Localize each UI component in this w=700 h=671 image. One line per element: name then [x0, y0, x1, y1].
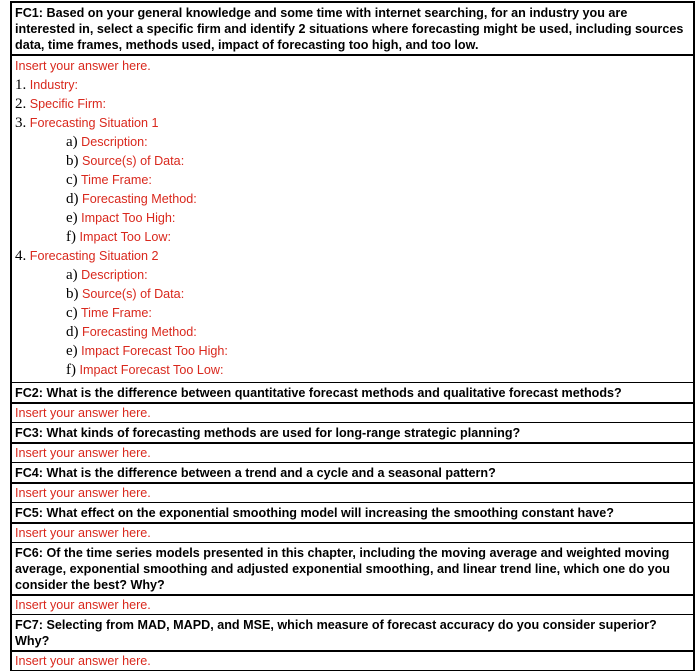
fc1-item-situation-2: 4. Forecasting Situation 2 [15, 248, 159, 264]
fc1-sit1-impact-high: e) Impact Too High: [66, 210, 176, 226]
fc1-sit1-impact-low: f) Impact Too Low: [66, 229, 171, 245]
fc6-answer-field[interactable]: Insert your answer here. [10, 596, 695, 615]
fc6-question: FC6: Of the time series models presented in this chapter, including the moving average and weighted moving average, exponential smoothing and adjusted exponential smoothing, and linear trend line, which one do you consider the best? Why? [10, 543, 695, 596]
fc1-sit2-description: a) Description: [66, 267, 148, 283]
fc1-sit2-time-frame: c) Time Frame: [66, 305, 152, 321]
fc3-question: FC3: What kinds of forecasting methods are used for long-range strategic planning? [10, 423, 695, 444]
fc1-answer-prompt: Insert your answer here. [15, 59, 151, 73]
fc1-sit1-time-frame: c) Time Frame: [66, 172, 152, 188]
fc1-sit2-impact-low: f) Impact Forecast Too Low: [66, 362, 224, 378]
fc2-answer-field[interactable]: Insert your answer here. [10, 404, 695, 423]
fc5-answer-field[interactable]: Insert your answer here. [10, 524, 695, 543]
fc1-sit1-description: a) Description: [66, 134, 148, 150]
fc1-question: FC1: Based on your general knowledge and some time with internet searching, for an industry you are interested in, select a specific firm and identify 2 situations where forecasting might be used, including sources data, time frames, methods used, impact of forecasting too high, and too low. [10, 3, 695, 56]
fc7-answer-field[interactable]: Insert your answer here. [10, 652, 695, 671]
fc5-question: FC5: What effect on the exponential smoothing model will increasing the smoothing constant have? [10, 503, 695, 524]
fc1-sit1-method: d) Forecasting Method: [66, 191, 197, 207]
fc3-answer-field[interactable]: Insert your answer here. [10, 444, 695, 463]
fc1-sit2-method: d) Forecasting Method: [66, 324, 197, 340]
fc1-sit2-impact-high: e) Impact Forecast Too High: [66, 343, 228, 359]
fc2-question: FC2: What is the difference between quantitative forecast methods and qualitative forecast methods? [10, 383, 695, 404]
fc1-answer-area[interactable] [10, 56, 695, 383]
question-sheet [10, 1, 695, 671]
fc1-item-situation-1: 3. Forecasting Situation 1 [15, 115, 159, 131]
fc4-answer-field[interactable]: Insert your answer here. [10, 484, 695, 503]
fc1-item-industry: 1. Industry: [15, 77, 79, 93]
fc4-question: FC4: What is the difference between a trend and a cycle and a seasonal pattern? [10, 463, 695, 484]
fc1-item-firm: 2. Specific Firm: [15, 96, 107, 112]
fc7-question: FC7: Selecting from MAD, MAPD, and MSE, which measure of forecast accuracy do you consider superior? Why? [10, 615, 695, 652]
fc1-sit1-source: b) Source(s) of Data: [66, 153, 185, 169]
fc1-sit2-source: b) Source(s) of Data: [66, 286, 185, 302]
